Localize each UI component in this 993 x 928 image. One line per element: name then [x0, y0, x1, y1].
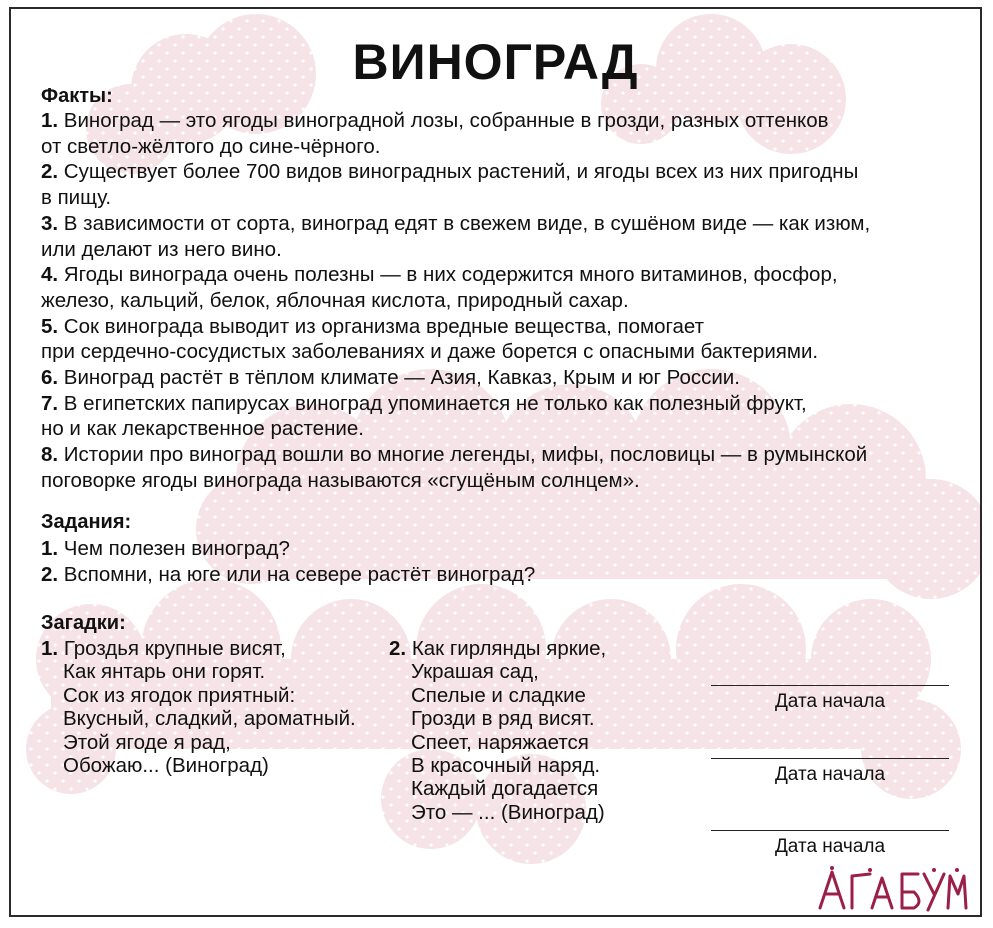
fact-text: Истории про виноград вошли во многие легенды, мифы, пословицы — в румынской: [58, 443, 868, 467]
worksheet-card: [9, 7, 982, 917]
fact-text: Существует более 700 видов виноградных растений, и ягоды всех из них пригодны: [58, 160, 859, 184]
riddle-line: Сок из ягодок приятный:: [63, 683, 296, 707]
content-layer: [11, 9, 980, 915]
fact-text-cont: от светло-жёлтого до сине-чёрного.: [41, 134, 381, 158]
date-label-1: Дата начала: [774, 691, 886, 712]
fact-number: 3.: [41, 211, 59, 235]
fact-text: Виноград — это ягоды виноградной лозы, собранные в грозди, разных оттенков: [58, 109, 829, 132]
tasks-heading: Задания:: [41, 511, 132, 533]
task-number: 2.: [41, 563, 59, 586]
date-input-line-3[interactable]: [711, 830, 949, 831]
fact-number: 7.: [41, 391, 59, 415]
fact-number: 8.: [41, 443, 59, 467]
fact-text: В зависимости от сорта, виноград едят в свежем виде, в сушёном виде — как изюм,: [58, 211, 871, 235]
riddle-line: Каждый догадается: [411, 777, 599, 801]
riddle-number: 1.: [41, 637, 59, 660]
fact-number: 2.: [41, 160, 59, 184]
tasks-list: [41, 536, 535, 588]
fact-text: Ягоды винограда очень полезны — в них содержится много витаминов, фосфор,: [58, 263, 838, 287]
task-item: [41, 562, 535, 588]
fact-number: 5.: [41, 314, 59, 338]
riddle-line: 2. Как гирлянды яркие,: [389, 637, 607, 660]
riddle-line: 1. Гроздья крупные висят,: [41, 637, 286, 660]
fact-item: [41, 391, 966, 442]
agabum-logo: [816, 864, 968, 914]
riddle-line: Спелые и сладкие: [411, 683, 586, 707]
task-text: Чем полезен виноград?: [58, 537, 290, 560]
fact-text-cont: в пищу.: [41, 186, 112, 210]
fact-text: В египетских папирусах виноград упоминается не только как полезный фрукт,: [58, 391, 807, 415]
task-item: [41, 536, 535, 562]
riddle-line: Грозди в ряд висят.: [411, 707, 595, 731]
riddle-number: 2.: [389, 637, 407, 660]
date-input-line-1[interactable]: [711, 685, 949, 686]
fact-number: 4.: [41, 263, 59, 287]
page-title: ВИНОГРАД: [352, 34, 639, 90]
facts-list: [41, 108, 966, 494]
riddle-line: Украшая сад,: [411, 660, 539, 684]
fact-text-cont: но и как лекарственное растение.: [41, 417, 364, 441]
riddles-heading: Загадки:: [41, 612, 126, 634]
riddle-line: В красочный наряд.: [411, 754, 601, 778]
riddle-line: Вкусный, сладкий, ароматный.: [63, 707, 356, 731]
fact-item: [41, 442, 966, 493]
riddle-2: [389, 637, 606, 824]
riddle-1: [41, 637, 356, 777]
facts-heading: Факты:: [41, 85, 113, 107]
fact-item: [41, 108, 966, 159]
date-label-3: Дата начала: [774, 836, 886, 857]
riddle-line: Обожаю... (Виноград): [63, 754, 269, 778]
fact-item: [41, 365, 966, 391]
fact-item: [41, 159, 966, 210]
date-input-line-2[interactable]: [711, 758, 949, 759]
task-text: Вспомни, на юге или на севере растёт виноград?: [58, 563, 536, 586]
fact-text-cont: поговорке ягоды винограда называются «сгущёным солнцем».: [41, 468, 640, 492]
fact-item: [41, 211, 966, 262]
fact-item: [41, 314, 966, 365]
riddle-line: Этой ягоде я рад,: [63, 730, 231, 754]
fact-number: 6.: [41, 366, 59, 390]
riddle-line: Это — ... (Виноград): [411, 800, 605, 824]
riddle-line: Как янтарь они горят.: [63, 660, 266, 684]
fact-number: 1.: [41, 109, 59, 132]
task-number: 1.: [41, 537, 59, 560]
fact-text-cont: железо, кальций, белок, яблочная кислота, природный сахар.: [41, 288, 629, 312]
date-label-2: Дата начала: [774, 764, 886, 785]
riddle-line: Спеет, наряжается: [411, 730, 589, 754]
fact-text-cont: при сердечно-сосудистых заболеваниях и даже борется с опасными бактериями.: [41, 340, 819, 364]
fact-text: Виноград растёт в тёплом климате — Азия, Кавказ, Крым и юг России.: [58, 366, 740, 390]
fact-item: [41, 262, 966, 313]
fact-text: Сок винограда выводит из организма вредные вещества, помогает: [58, 314, 705, 338]
fact-text-cont: или делают из него вино.: [41, 237, 282, 261]
